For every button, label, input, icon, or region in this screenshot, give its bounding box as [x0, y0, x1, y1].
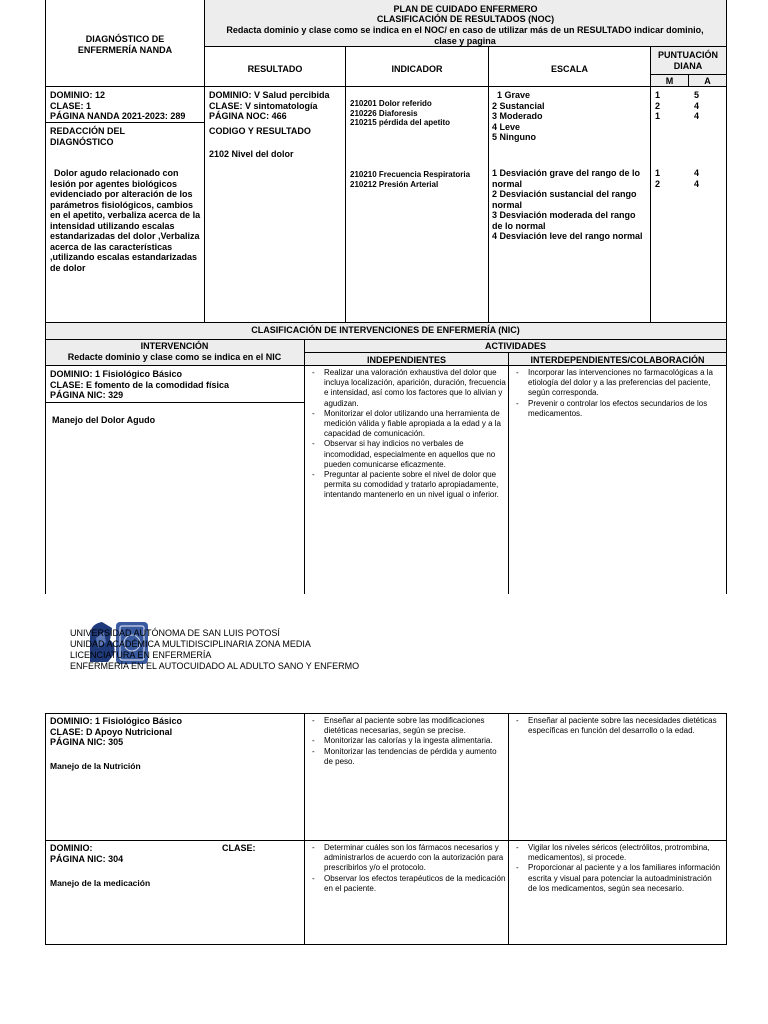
- nanda-domain: DOMINIO: 12 CLASE: 1 PÁGINA NANDA 2021-2023: 289: [50, 90, 186, 121]
- col-indicador: INDICADOR: [391, 64, 443, 74]
- list-item: - Monitorizar el dolor utilizando una herramienta de medición válida y fiable apropiada a la edad y a la capacidad de comunicación.: [310, 409, 506, 440]
- interdependientes-header: INTERDEPENDIENTES/COLABORACIÓN: [530, 355, 705, 365]
- institution-line-3: LICENCIATURA EN ENFERMERÍA: [70, 650, 212, 660]
- list-item: - Prevenir o controlar los efectos secundarios de los medicamentos.: [514, 399, 722, 419]
- intervention-3-clase-label: CLASE:: [222, 843, 256, 853]
- list-item: - Enseñar al paciente sobre las necesidades dietéticas específicas en función del desarrollo o la edad.: [514, 716, 722, 736]
- score-m-1: 1 2 1: [655, 90, 661, 121]
- indicators-2: 210210 Frecuencia Respiratoria 210212 Presión Arterial: [350, 170, 471, 189]
- codigo-value: 2102 Nivel del dolor: [209, 149, 294, 159]
- intervencion-instruction: Redacte dominio y clase como se indica en el NIC: [67, 352, 282, 362]
- plan-title: PLAN DE CUIDADO ENFERMERO: [393, 4, 538, 14]
- intervention-2-interdependientes: [514, 716, 722, 736]
- plan-subtitle: CLASIFICACIÓN DE RESULTADOS (NOC): [376, 14, 555, 24]
- intervention-3-independientes: [310, 843, 506, 894]
- intervention-3-page: PÁGINA NIC: 304: [50, 854, 124, 864]
- col-resultado: RESULTADO: [247, 64, 303, 74]
- intervencion-header: INTERVENCIÓN: [140, 341, 209, 351]
- plan-instruction: Redacta dominio y clase como se indica en el NOC/ en caso de utilizar más de un RESULTADO indicar dominio, clase y pagina: [226, 25, 704, 46]
- col-m: M: [665, 76, 674, 86]
- col-a: A: [704, 76, 711, 86]
- intervention-2-independientes: [310, 716, 506, 767]
- list-item: - Determinar cuáles son los fármacos necesarios y administrarlos de acuerdo con la autorización para prescribirlos y/o el protocolo.: [310, 843, 506, 874]
- codigo-header: CODIGO Y RESULTADO: [209, 126, 311, 136]
- redaccion-header: REDACCIÓN DEL DIAGNÓSTICO: [50, 126, 126, 147]
- nanda-header: DIAGNÓSTICO DE ENFERMERÍA NANDA: [77, 34, 173, 55]
- list-item: - Vigilar los niveles séricos (electrólitos, protrombina, medicamentos), si procede.: [514, 843, 722, 863]
- col-puntuacion: PUNTUACIÓN DIANA: [658, 50, 718, 71]
- diagnosis-text: Dolor agudo relacionado con lesión por agentes biológicos evidenciado por alteración de los parámetros fisiológicos, cambios en el apetito, verbaliza acerca de la intensidad utilizando escalas estandarizadas del dolor ,Verbaliza acerca de las características ,utilizando escalas estandarizadas de dolor: [50, 168, 201, 273]
- list-item: - Proporcionar al paciente y a los familiares información escrita y visual para potenciar la autoadministración de los medicamentos, según sea necesario.: [514, 863, 722, 894]
- intervention-3-name: Manejo de la medicación: [50, 878, 151, 888]
- scale-1: 1 Grave 2 Sustancial 3 Moderado 4 Leve 5 Ninguno: [492, 90, 545, 142]
- intervention-3-domain-label: DOMINIO:: [50, 843, 93, 853]
- list-item: - Observar los efectos terapéuticos de la medicación en el paciente.: [310, 874, 506, 894]
- indicators-1: 210201 Dolor referido 210226 Diaforesis 210215 pérdida del apetito: [350, 99, 451, 128]
- nic-title: CLASIFICACIÓN DE INTERVENCIONES DE ENFERMERÍA (NIC): [251, 325, 520, 335]
- list-item: - Monitorizar las calorías y la ingesta alimentaria.: [310, 736, 506, 746]
- intervention-2-domain: DOMINIO: 1 Fisiológico Básico CLASE: D Apoyo Nutricional PÁGINA NIC: 305: [50, 716, 183, 747]
- institution-line-2: UNIDAD ACADÉMICA MULTIDISCIPLINARIA ZONA MEDIA: [70, 639, 311, 649]
- score-a-1: 5 4 4: [694, 90, 700, 121]
- score-m-2: 1 2: [655, 168, 661, 189]
- list-item: - Preguntar al paciente sobre el nivel de dolor que permita su comodidad y tratarlo apropiadamente, intentando mantenerlo en un nivel igual o inferior.: [310, 470, 506, 501]
- resultado-domain: DOMINIO: V Salud percibida CLASE: V sintomatología PÁGINA NOC: 466: [209, 90, 330, 121]
- institution-line-4: ENFERMERÍA EN EL AUTOCUIDADO AL ADULTO SANO Y ENFERMO: [70, 661, 360, 671]
- intervention-1-name: Manejo del Dolor Agudo: [52, 415, 156, 425]
- independientes-header: INDEPENDIENTES: [366, 355, 446, 365]
- intervention-2-name: Manejo de la Nutrición: [50, 761, 141, 771]
- list-item: - Monitorizar las tendencias de pérdida y aumento de peso.: [310, 747, 506, 767]
- actividades-header: ACTIVIDADES: [484, 341, 546, 351]
- list-item: - Realizar una valoración exhaustiva del dolor que incluya localización, aparición, duración, frecuencia e intensidad, así como los factores que lo alivian y agudizan.: [310, 368, 506, 409]
- list-item: - Observar si hay indicios no verbales de incomodidad, especialmente en aquellos que no pueden comunicarse eficazmente.: [310, 439, 506, 470]
- score-a-2: 4 4: [694, 168, 700, 189]
- intervention-1-independientes: [310, 368, 506, 501]
- intervention-3-interdependientes: [514, 843, 722, 894]
- list-item: - Enseñar al paciente sobre las modificaciones dietéticas necesarias, según se precise.: [310, 716, 506, 736]
- scale-2: 1 Desviación grave del rango de lo normal 2 Desviación sustancial del rango normal 3 Desviación moderada del rango de lo normal 4 Desviación leve del rango normal: [492, 168, 643, 241]
- intervention-1-interdependientes: [514, 368, 722, 419]
- institution-line-1: UNIVERSIDAD AUTÓNOMA DE SAN LUIS POTOSÍ: [70, 628, 280, 638]
- col-escala: ESCALA: [550, 64, 588, 74]
- intervention-1-domain: DOMINIO: 1 Fisiológico Básico CLASE: E fomento de la comodidad física PÁGINA NIC: 329: [50, 369, 230, 400]
- list-item: - Incorporar las intervenciones no farmacológicas a la etiología del dolor y a las preferencias del paciente, según corresponda.: [514, 368, 722, 399]
